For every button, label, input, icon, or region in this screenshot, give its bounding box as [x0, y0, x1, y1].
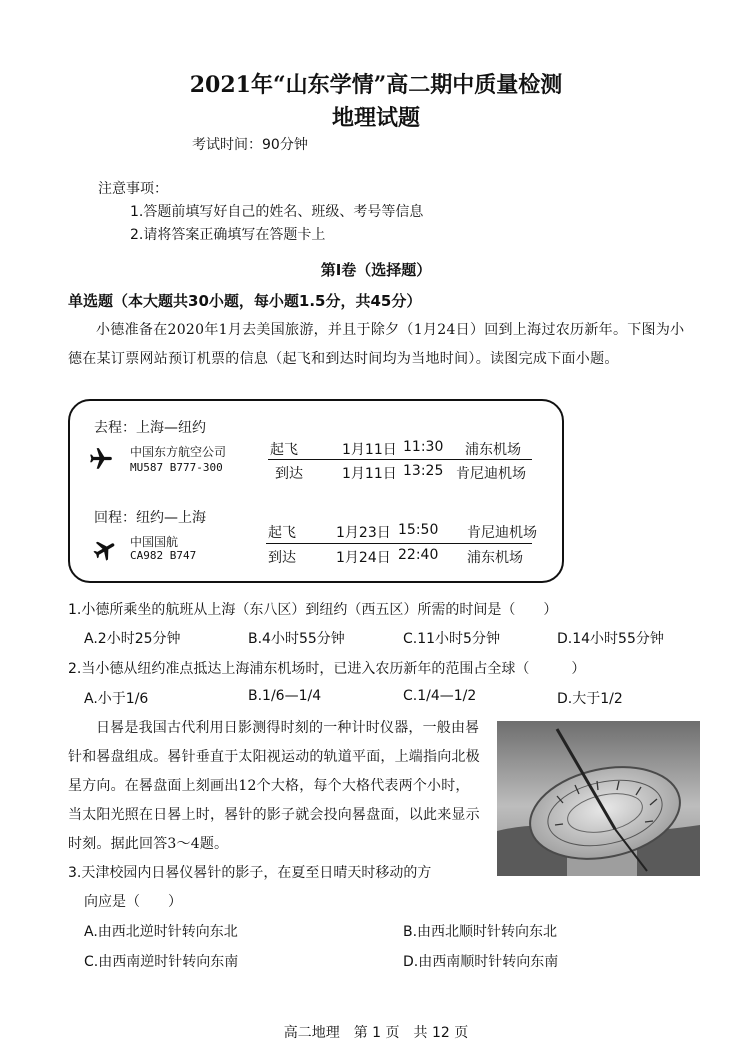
return-heading: 回程：纽约—上海: [94, 510, 206, 526]
return-flight-number: CA982 B747: [130, 549, 197, 562]
outbound-arrive-time: 13:25: [403, 463, 444, 479]
return-depart-date: 1月23日: [336, 525, 391, 541]
question-2-option-a: A.小于1/6: [84, 691, 149, 707]
return-arrive-airport: 浦东机场: [467, 550, 523, 566]
question-3-stem-cont: 向应是（ ）: [84, 894, 182, 910]
outbound-depart-label: 起飞: [270, 442, 298, 458]
question-3-option-c: C.由西南逆时针转向东南: [84, 954, 239, 970]
question-2-option-c: C.1/4—1/2: [403, 688, 477, 704]
return-arrive-date: 1月24日: [336, 550, 391, 566]
outbound-flight-number: MU587 B777-300: [130, 461, 223, 474]
question-3-stem: 3.天津校园内日晷仪晷针的影子，在夏至日晴天时移动的方: [68, 865, 432, 881]
page-title: 2021年“山东学情”高二期中质量检测: [189, 72, 563, 98]
outbound-depart-time: 11:30: [403, 439, 444, 455]
section-title: 第Ⅰ卷（选择题）: [320, 261, 432, 279]
airplane-icon: [92, 537, 118, 563]
return-depart-time: 15:50: [398, 522, 439, 538]
question-1-option-a: A.2小时25分钟: [84, 631, 181, 647]
outbound-arrive-label: 到达: [275, 466, 303, 482]
question-1-option-c: C.11小时5分钟: [403, 631, 500, 647]
divider: [268, 459, 532, 460]
passage-flight: 小德准备在2020年1月去美国旅游，并且于除夕（1月24日）回到上海过农历新年。下图为小德在某订票网站预订机票的信息（起飞和到达时间均为当地时间）。读图完成下面小题。: [68, 322, 685, 367]
question-1-stem: 1.小德所乘坐的航班从上海（东八区）到纽约（西五区）所需的时间是（ ）: [68, 602, 558, 618]
question-1-option-b: B.4小时55分钟: [248, 631, 345, 647]
sundial-photo: [497, 721, 700, 876]
notice-title: 注意事项：: [98, 181, 168, 197]
page-footer: 高二地理 第 1 页 共 12 页: [283, 1025, 469, 1041]
outbound-depart-airport: 浦东机场: [465, 442, 521, 458]
question-3-option-b: B.由西北顺时针转向东北: [403, 924, 558, 940]
notice-item: 2.请将答案正确填写在答题卡上: [130, 227, 326, 243]
flight-ticket-figure: [68, 399, 564, 583]
outbound-depart-date: 1月11日: [342, 442, 397, 458]
return-depart-label: 起飞: [268, 525, 296, 541]
page-subtitle: 地理试题: [331, 105, 420, 131]
question-2-option-b: B.1/6—1/4: [248, 688, 322, 704]
question-3-option-a: A.由西北逆时针转向东北: [84, 924, 238, 940]
question-1-option-d: D.14小时55分钟: [557, 631, 664, 647]
return-arrive-time: 22:40: [398, 547, 439, 563]
question-2-option-d: D.大于1/2: [557, 691, 623, 707]
notice-item: 1.答题前填写好自己的姓名、班级、考号等信息: [130, 204, 424, 220]
outbound-arrive-date: 1月11日: [342, 466, 397, 482]
return-airline: 中国国航: [130, 535, 179, 549]
outbound-airline: 中国东方航空公司: [130, 445, 227, 459]
exam-time: 考试时间：90分钟: [192, 137, 308, 153]
airplane-icon: [88, 446, 114, 472]
outbound-heading: 去程：上海—纽约: [94, 420, 206, 436]
outbound-arrive-airport: 肯尼迪机场: [456, 466, 526, 482]
single-choice-heading: 单选题（本大题共30小题，每小题1.5分，共45分）: [68, 292, 422, 310]
divider: [266, 543, 532, 544]
return-arrive-label: 到达: [268, 550, 296, 566]
return-depart-airport: 肯尼迪机场: [467, 525, 537, 541]
question-3-option-d: D.由西南顺时针转向东南: [403, 954, 559, 970]
question-2-stem: 2.当小德从纽约准点抵达上海浦东机场时，已进入农历新年的范围占全球（ ）: [68, 661, 586, 677]
passage-sundial: 日晷是我国古代利用日影测得时刻的一种计时仪器，一般由晷针和晷盘组成。晷针垂直于太阳视运动的轨道平面，上端指向北极星方向。在晷盘面上刻画出12个大格，每个大格代表两个小时，当太阳光照在日晷上时，晷针的影子就会投向晷盘面，以此来显示时刻。据此回答3～4题。: [68, 720, 480, 852]
